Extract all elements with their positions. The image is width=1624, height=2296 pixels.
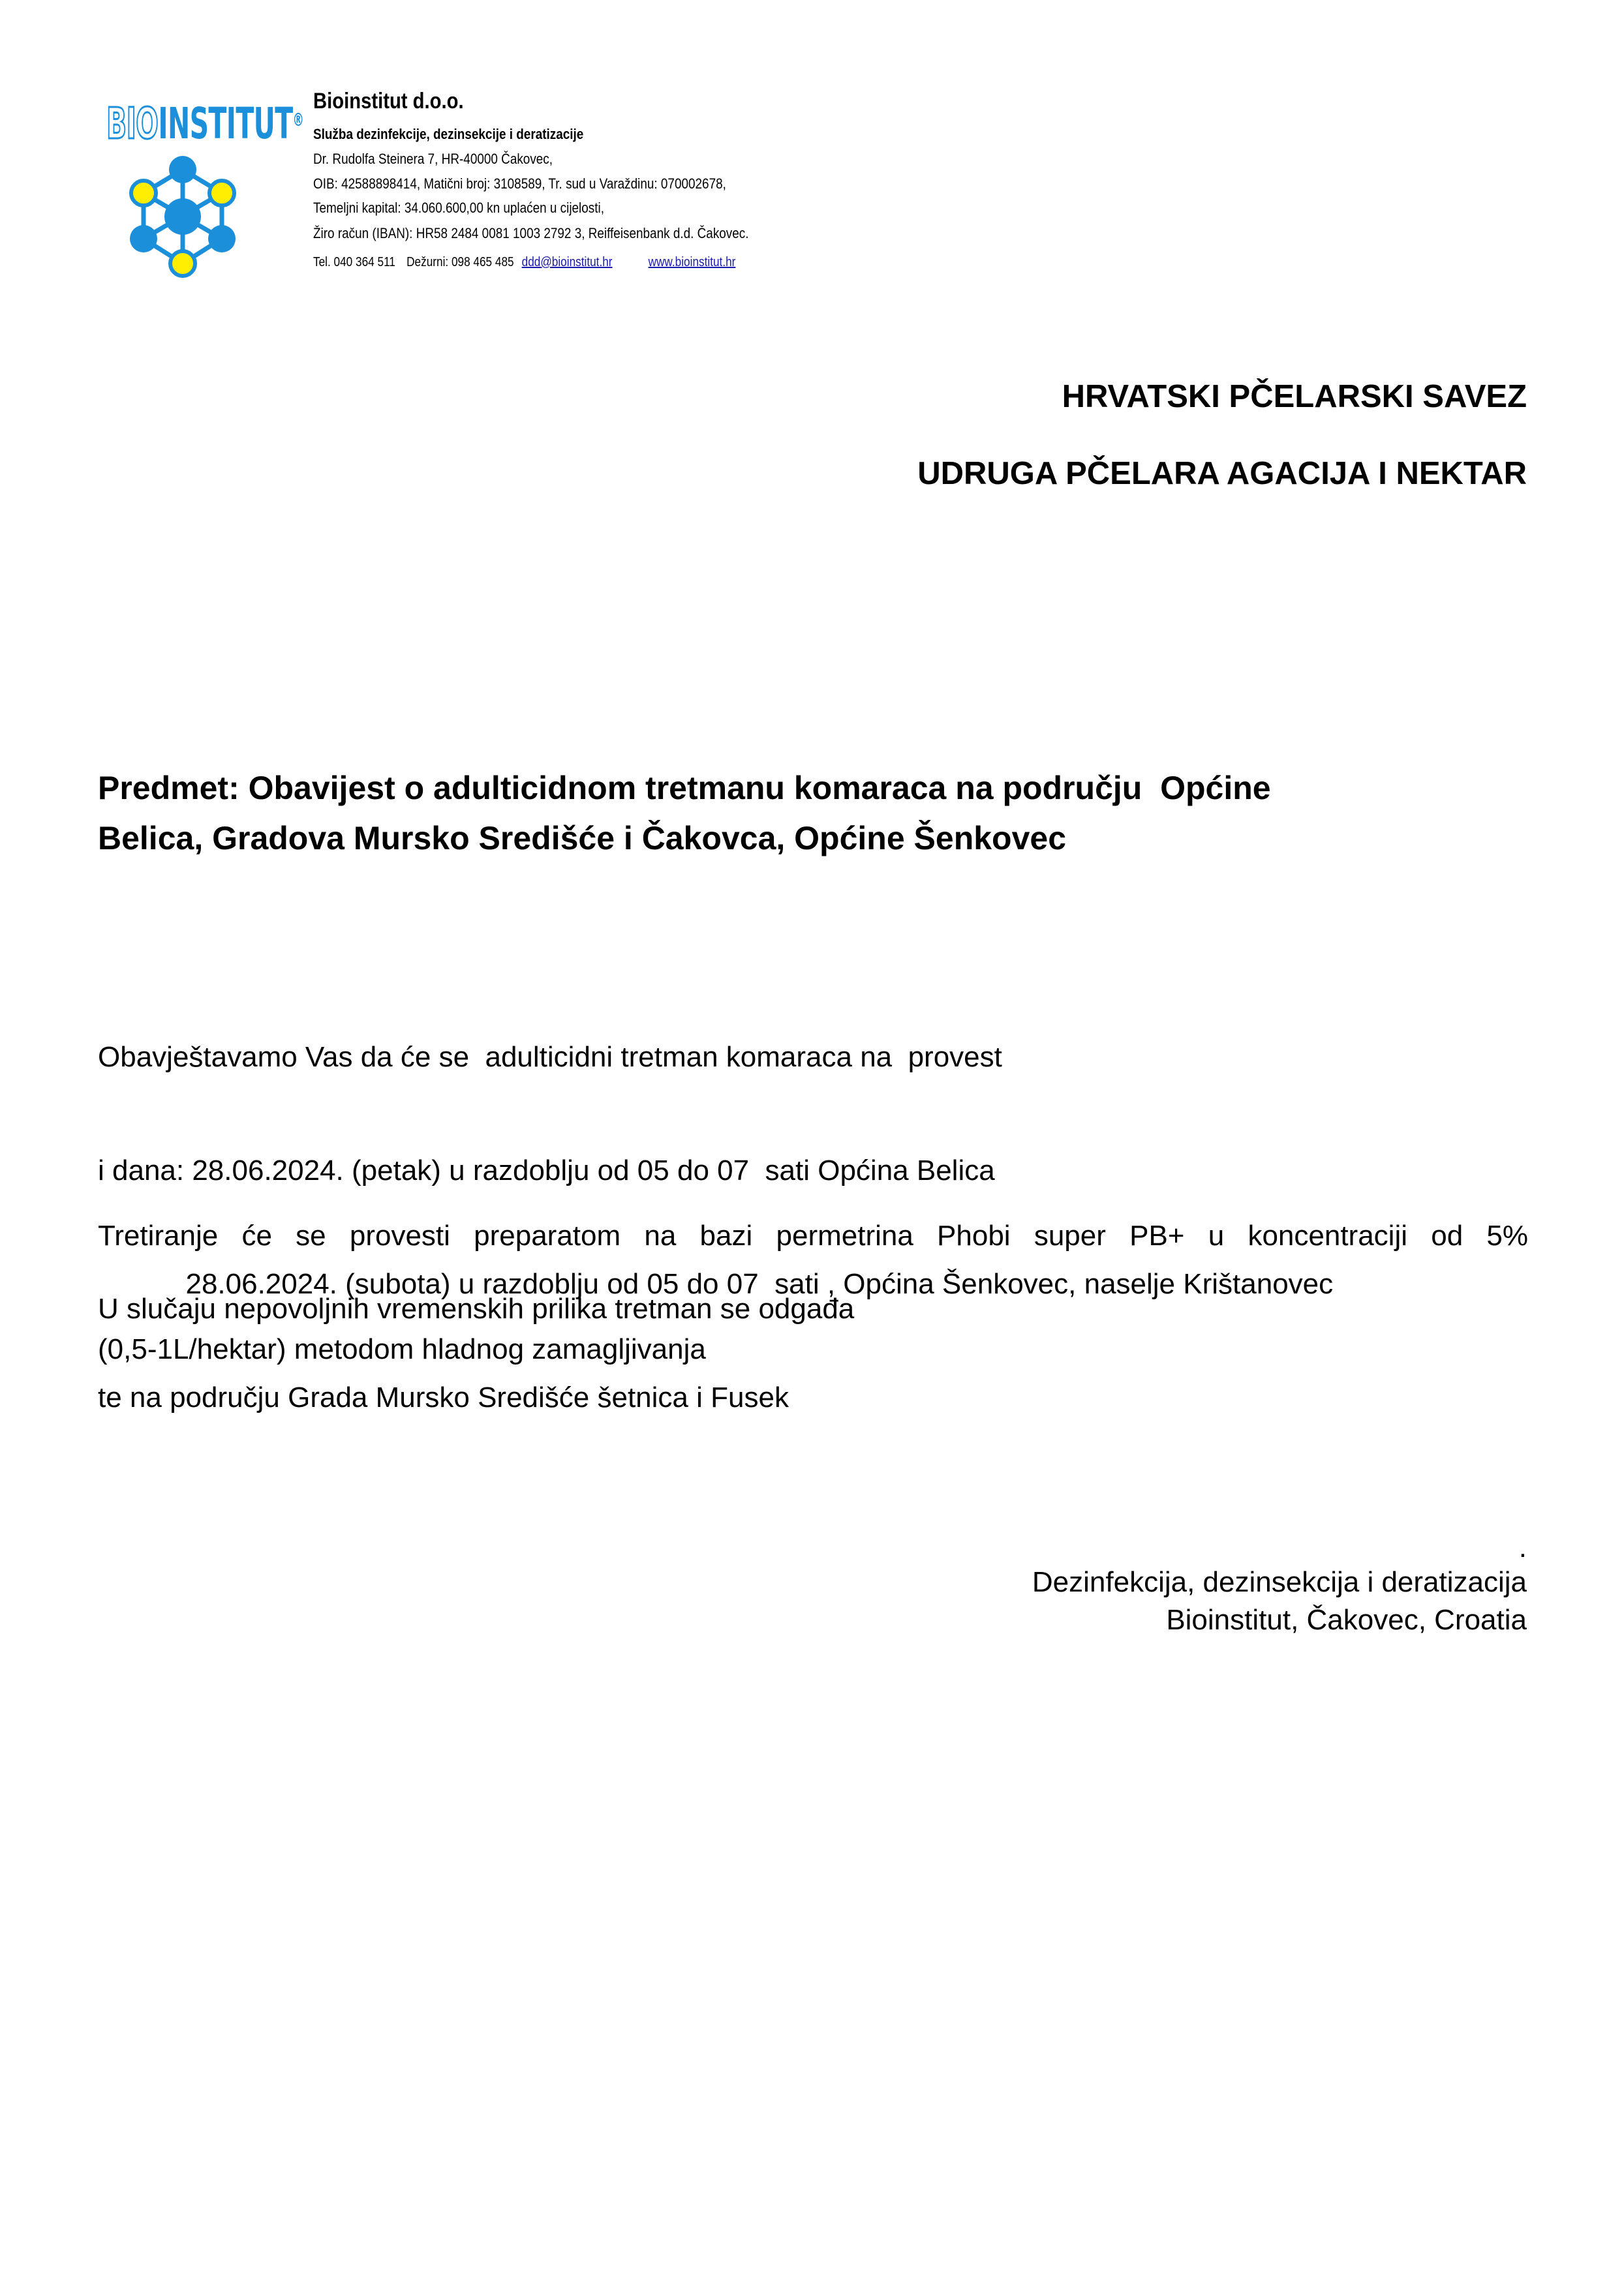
notice-line-3: 28.06.2024. (subota) u razdoblju od 05 do 07 sati , Općina Šenkovec, naselje Krištanovec <box>98 1268 1334 1300</box>
subject-line-1: Predmet: Obavijest o adulticidnom tretmanu komaraca na području Općine <box>98 770 1271 806</box>
email-link[interactable]: ddd@bioinstitut.hr <box>521 255 613 269</box>
treatment-line-1: Tretiranje će se provesti preparatom na bazi permetrina Phobi super PB+ u koncentraciji od 5% <box>98 1220 1528 1252</box>
notice-line-4: te na području Grada Mursko Središće šetnica i Fusek <box>98 1382 789 1413</box>
treatment-paragraph <box>98 1141 1528 1406</box>
company-service: Služba dezinfekcije, dezinsekcije i deratizacije <box>313 126 584 142</box>
hexagonal-molecule-icon <box>124 155 241 279</box>
registered-mark: ® <box>292 109 304 130</box>
weather-paragraph: U slučaju nepovoljnih vremenskih prilika tretman se odgađa <box>98 1293 855 1325</box>
wordmark-outline-part: BIO <box>106 98 159 149</box>
company-registration: OIB: 42588898414, Matični broj: 3108589, Tr. sud u Varaždinu: 070002678, <box>313 175 726 192</box>
subject-line-2: Belica, Gradova Mursko Središće i Čakovca, Općine Šenkovec <box>98 820 1067 856</box>
notice-line-1: Obavještavamo Vas da će se adulticidni tretman komaraca na provest <box>98 1041 1002 1073</box>
signature-line-1: Dezinfekcija, dezinsekcija i deratizacija <box>1032 1566 1527 1598</box>
company-bank-account: Žiro račun (IBAN): HR58 2484 0081 1003 2792 3, Reiffeisenbank d.d. Čakovec. <box>313 225 749 241</box>
company-capital: Temeljni kapital: 34.060.600,00 kn uplaćen u cijelosti, <box>313 200 604 216</box>
company-name: Bioinstitut d.o.o. <box>313 89 464 113</box>
recipient-1: HRVATSKI PČELARSKI SAVEZ <box>1062 379 1527 414</box>
phone-number: Tel. 040 364 511 <box>313 255 395 269</box>
on-duty-number: Dežurni: 098 465 485 <box>406 255 514 269</box>
signature-line-2: Bioinstitut, Čakovec, Croatia <box>1166 1604 1527 1636</box>
bioinstitut-wordmark-logo <box>106 98 303 150</box>
company-address: Dr. Rudolfa Steinera 7, HR-40000 Čakovec, <box>313 151 553 167</box>
treatment-line-2: (0,5-1L/hektar) metodom hladnog zamagljivanja <box>98 1333 706 1365</box>
notice-line-2: i dana: 28.06.2024. (petak) u razdoblju od 05 do 07 sati Općina Belica <box>98 1155 995 1186</box>
recipient-2: UDRUGA PČELARA AGACIJA I NEKTAR <box>917 456 1527 491</box>
wordmark-solid-part: INSTITUT <box>158 98 293 149</box>
subject-heading <box>98 763 1533 864</box>
website-link[interactable]: www.bioinstitut.hr <box>648 255 736 269</box>
company-contact-line <box>313 255 735 270</box>
signature-dot: . <box>1518 1532 1527 1563</box>
